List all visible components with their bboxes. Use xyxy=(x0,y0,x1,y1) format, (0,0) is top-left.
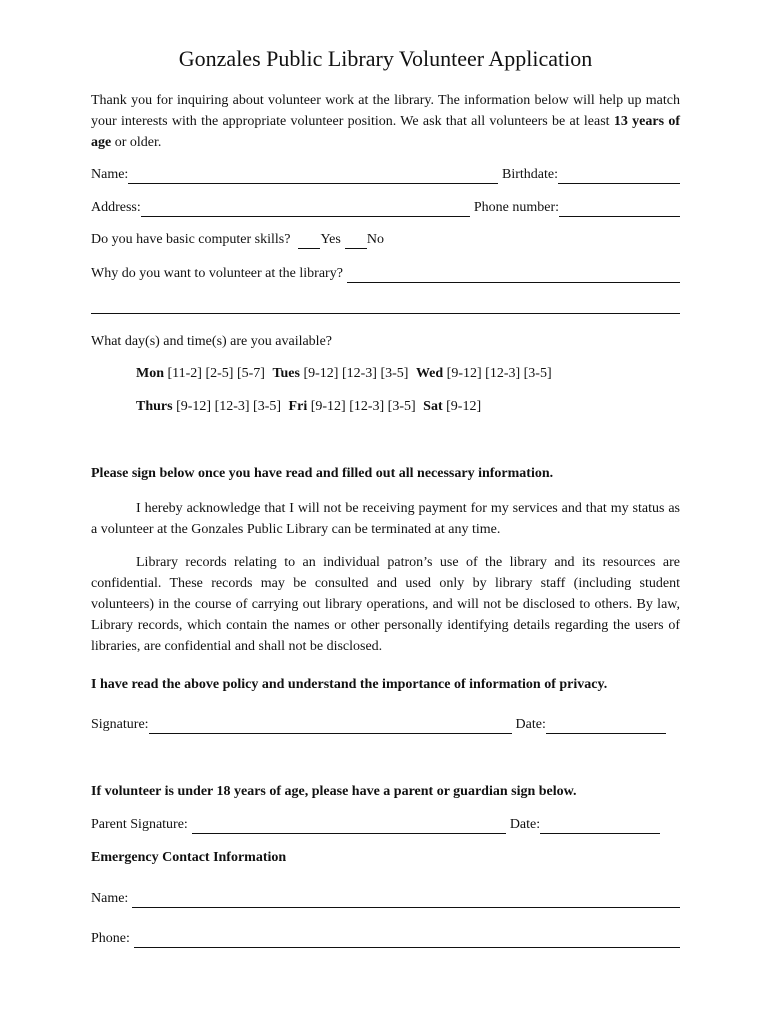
name-field[interactable] xyxy=(128,169,498,184)
day-thurs: Thurs xyxy=(136,399,173,414)
availability-label: What day(s) and time(s) are you available? xyxy=(91,334,333,349)
emergency-name-field[interactable] xyxy=(132,893,680,908)
policy-heading: I have read the above policy and understand the importance of information of privacy. xyxy=(91,677,608,692)
no-label: No xyxy=(366,232,384,247)
no-blank[interactable] xyxy=(345,234,367,249)
day-sat: Sat xyxy=(423,399,443,414)
minor-heading: If volunteer is under 18 years of age, please have a parent or guardian sign below. xyxy=(91,784,577,799)
tues-slots[interactable]: [9-12] [12-3] [3-5] xyxy=(303,366,409,381)
phone-number-label: Phone number: xyxy=(473,200,559,215)
sat-slots[interactable]: [9-12] xyxy=(446,399,482,414)
emergency-phone-field[interactable] xyxy=(134,933,680,948)
emergency-name-row xyxy=(91,890,680,908)
wed-slots[interactable]: [9-12] [12-3] [3-5] xyxy=(446,366,552,381)
parent-date-label: Date: xyxy=(509,817,541,832)
parent-signature-row xyxy=(91,816,680,834)
signature-date-label: Date: xyxy=(515,717,546,732)
why-volunteer-label: Why do you want to volunteer at the library? xyxy=(91,266,343,281)
availability-row-1 xyxy=(136,366,556,382)
address-field[interactable] xyxy=(141,202,470,217)
why-volunteer-row xyxy=(91,265,680,283)
yes-blank[interactable] xyxy=(298,234,320,249)
why-volunteer-field[interactable] xyxy=(347,268,680,283)
parent-date-field[interactable] xyxy=(540,819,660,834)
sign-heading: Please sign below once you have read and filled out all necessary information. xyxy=(91,466,554,481)
intro-paragraph: Thank you for inquiring about volunteer work at the library. The information below will help up match your interests with the appropriate volunteer position. We ask that all volunteers be at least 13 years of age or older. xyxy=(91,93,680,150)
signature-row xyxy=(91,716,680,734)
birthdate-label: Birthdate: xyxy=(502,167,558,182)
day-tues: Tues xyxy=(272,366,300,381)
emergency-name-label: Name: xyxy=(91,891,129,906)
address-label: Address: xyxy=(91,200,141,215)
signature-field[interactable] xyxy=(149,719,512,734)
address-phone-row xyxy=(91,199,680,217)
computer-skills-label: Do you have basic computer skills? xyxy=(91,232,291,247)
day-wed: Wed xyxy=(415,366,444,381)
why-volunteer-field-2[interactable] xyxy=(91,299,680,314)
fri-slots[interactable]: [9-12] [12-3] [3-5] xyxy=(310,399,416,414)
emergency-phone-label: Phone: xyxy=(91,931,130,946)
signature-date-field[interactable] xyxy=(546,719,666,734)
emergency-phone-row xyxy=(91,930,680,948)
signature-label: Signature: xyxy=(91,717,149,732)
name-label: Name: xyxy=(91,167,129,182)
computer-skills-row xyxy=(91,231,384,249)
name-birthdate-row xyxy=(91,166,680,184)
birthdate-field[interactable] xyxy=(558,169,680,184)
day-fri: Fri xyxy=(288,399,308,414)
availability-row-2 xyxy=(136,399,485,415)
phone-number-field[interactable] xyxy=(559,202,680,217)
page-title: Gonzales Public Library Volunteer Application xyxy=(178,46,593,71)
parent-signature-label: Parent Signature: xyxy=(91,817,188,832)
emergency-heading: Emergency Contact Information xyxy=(91,850,287,865)
parent-signature-field[interactable] xyxy=(192,819,506,834)
yes-label: Yes xyxy=(320,232,341,247)
thurs-slots[interactable]: [9-12] [12-3] [3-5] xyxy=(176,399,282,414)
privacy-paragraph: Library records relating to an individual patron’s use of the library and its resources are confidential. These records may be consulted and used only by library staff (including student volunteers) in the course of carrying out library operations, and will not be disclosed to others. By law, Library records, which contain the names or other personally identifying details regarding the users of libraries, are confidential and shall not be disclosed. xyxy=(91,555,680,654)
mon-slots[interactable]: [11-2] [2-5] [5-7] xyxy=(167,366,265,381)
day-mon: Mon xyxy=(136,366,164,381)
acknowledgement-paragraph: I hereby acknowledge that I will not be receiving payment for my services and that my status as a volunteer at the Gonzales Public Library can be terminated at any time. xyxy=(91,501,680,537)
